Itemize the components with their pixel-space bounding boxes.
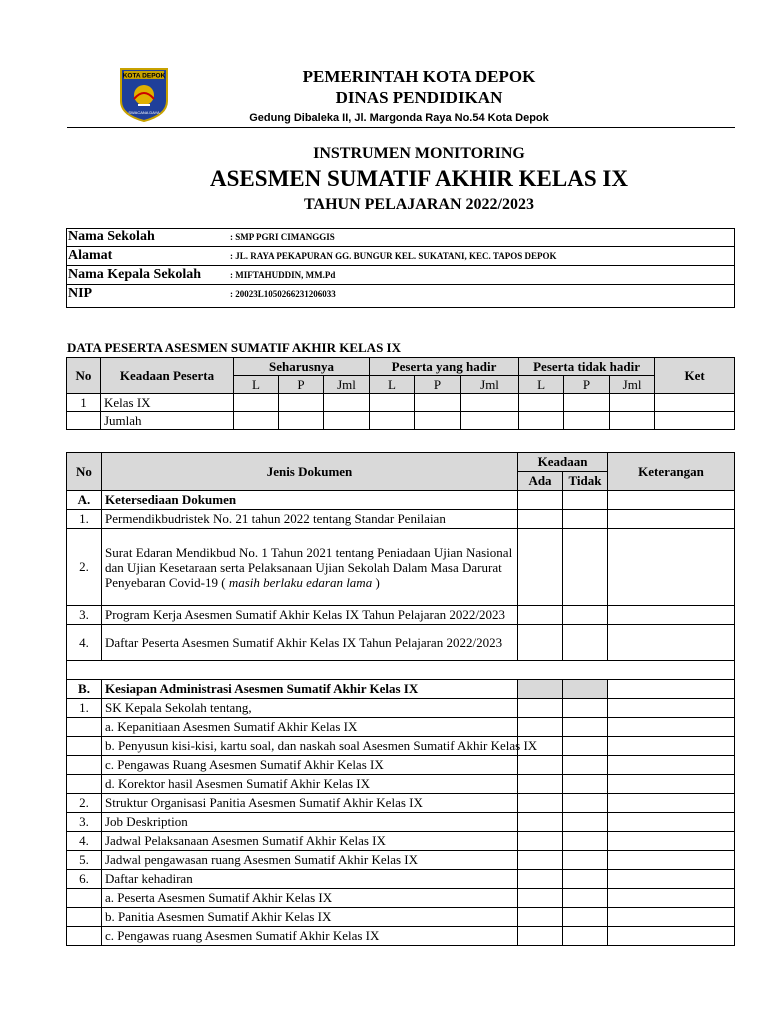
- item-text: c. Pengawas ruang Asesmen Sumatif Akhir Kelas IX: [102, 927, 518, 946]
- col-l: L: [234, 376, 279, 394]
- item-no: [67, 775, 102, 794]
- item-text: Jadwal Pelaksanaan Asesmen Sumatif Akhir Kelas IX: [102, 832, 518, 851]
- info-row: [66, 247, 734, 266]
- table-row: [67, 889, 735, 908]
- col-l: L: [519, 376, 564, 394]
- table-row: [67, 832, 735, 851]
- info-value: : MIFTAHUDDIN, MM.Pd: [230, 270, 336, 280]
- table-row: [67, 870, 735, 889]
- item-text: Daftar Peserta Asesmen Sumatif Akhir Kelas IX Tahun Pelajaran 2022/2023: [102, 625, 518, 661]
- col-no: No: [67, 453, 102, 491]
- col-p: P: [415, 376, 461, 394]
- peserta-table: [66, 357, 735, 430]
- col-keadaan: Keadaan: [518, 453, 608, 472]
- item-text: Job Deskription: [102, 813, 518, 832]
- table-row: [67, 737, 735, 756]
- info-row: [66, 285, 734, 304]
- table-row: [67, 412, 735, 430]
- row-label: Kelas IX: [101, 394, 234, 412]
- col-no: No: [67, 358, 101, 394]
- item-no: [67, 889, 102, 908]
- header-government: PEMERINTAH KOTA DEPOK: [302, 67, 536, 86]
- table-row: [67, 813, 735, 832]
- item-no: 2.: [67, 794, 102, 813]
- section-no: B.: [67, 680, 102, 699]
- table-row: [67, 625, 735, 661]
- info-value: : JL. RAYA PEKAPURAN GG. BUNGUR KEL. SUKATANI, KEC. TAPOS DEPOK: [230, 251, 557, 261]
- col-jml: Jml: [610, 376, 655, 394]
- col-seharusnya: Seharusnya: [234, 358, 370, 376]
- logo-text: KOTA DEPOK: [122, 72, 166, 80]
- item-no: 1.: [67, 510, 102, 529]
- logo-motto: SWACANA DAYA: [128, 110, 160, 115]
- item-text: a. Kepanitiaan Asesmen Sumatif Akhir Kelas IX: [102, 718, 518, 737]
- table-row: [67, 718, 735, 737]
- item-no: [67, 927, 102, 946]
- col-p: P: [564, 376, 610, 394]
- item-text: b. Panitia Asesmen Sumatif Akhir Kelas IX: [102, 908, 518, 927]
- info-value: : SMP PGRI CIMANGGIS: [230, 232, 335, 242]
- item-no: 1.: [67, 699, 102, 718]
- table-row: [67, 908, 735, 927]
- table-row: [67, 699, 735, 718]
- item-text: Program Kerja Asesmen Sumatif Akhir Kelas IX Tahun Pelajaran 2022/2023: [102, 606, 518, 625]
- section-row: [67, 680, 735, 699]
- item-text: a. Peserta Asesmen Sumatif Akhir Kelas IX: [102, 889, 518, 908]
- section-title: Ketersediaan Dokumen: [102, 491, 518, 510]
- item-no: [67, 737, 102, 756]
- item-no: 4.: [67, 625, 102, 661]
- table-row: [67, 756, 735, 775]
- section-row: [67, 491, 735, 510]
- school-info-table: [66, 228, 734, 303]
- item-text: Daftar kehadiran: [102, 870, 518, 889]
- doc-title-1: INSTRUMEN MONITORING: [313, 145, 525, 162]
- item-no: [67, 718, 102, 737]
- info-row: [66, 228, 734, 247]
- col-ket: Ket: [655, 358, 735, 394]
- info-label: Nama Sekolah: [68, 229, 155, 244]
- table-row: [67, 775, 735, 794]
- header-divider: [67, 127, 735, 128]
- item-no: 3.: [67, 606, 102, 625]
- item-text: Permendikbudristek No. 21 tahun 2022 tentang Standar Penilaian: [102, 510, 518, 529]
- item-no: 6.: [67, 870, 102, 889]
- item-text: SK Kepala Sekolah tentang,: [102, 699, 518, 718]
- doc-title-3: TAHUN PELAJARAN 2022/2023: [304, 196, 534, 213]
- doc-title-2: ASESMEN SUMATIF AKHIR KELAS IX: [210, 166, 628, 191]
- item-no: [67, 756, 102, 775]
- table-row: [67, 510, 735, 529]
- col-tidak-hadir: Peserta tidak hadir: [519, 358, 655, 376]
- section-no: A.: [67, 491, 102, 510]
- peserta-section-title: DATA PESERTA ASESMEN SUMATIF AKHIR KELAS IX: [67, 340, 402, 355]
- table-row: [67, 394, 735, 412]
- document-table: [66, 452, 735, 946]
- item-text: c. Pengawas Ruang Asesmen Sumatif Akhir Kelas IX: [102, 756, 518, 775]
- item-no: [67, 908, 102, 927]
- col-jenis: Jenis Dokumen: [102, 453, 518, 491]
- item-text: Struktur Organisasi Panitia Asesmen Sumatif Akhir Kelas IX: [102, 794, 518, 813]
- item-text: b. Penyusun kisi-kisi, kartu soal, dan naskah soal Asesmen Sumatif Akhir Kelas IX: [102, 737, 518, 756]
- item-text: Jadwal pengawasan ruang Asesmen Sumatif Akhir Kelas IX: [102, 851, 518, 870]
- col-tidak: Tidak: [563, 472, 608, 491]
- table-row: [67, 606, 735, 625]
- table-row: [67, 529, 735, 606]
- col-keadaan: Keadaan Peserta: [101, 358, 234, 394]
- item-text: d. Korektor hasil Asesmen Sumatif Akhir Kelas IX: [102, 775, 518, 794]
- col-jml: Jml: [324, 376, 370, 394]
- table-row: [67, 851, 735, 870]
- item-text: Surat Edaran Mendikbud No. 1 Tahun 2021 tentang Peniadaan Ujian Nasional dan Ujian Kesetaraan serta Pelaksanaan Ujian Sekolah Dalam Masa Darurat Penyebaran Covid-19 ( masih berlaku edaran lama ): [102, 529, 518, 606]
- info-label: Alamat: [68, 248, 113, 263]
- info-row: [66, 266, 734, 285]
- table-row: [67, 927, 735, 946]
- row-label: Jumlah: [101, 412, 234, 430]
- col-p: P: [279, 376, 324, 394]
- header-department: DINAS PENDIDIKAN: [335, 88, 503, 107]
- col-l: L: [370, 376, 415, 394]
- section-title: Kesiapan Administrasi Asesmen Sumatif Akhir Kelas IX: [102, 680, 518, 699]
- info-label: Nama Kepala Sekolah: [68, 267, 202, 282]
- info-label: NIP: [68, 286, 93, 301]
- col-jml: Jml: [461, 376, 519, 394]
- info-value: : 20023L1050266231206033: [230, 289, 336, 299]
- col-keterangan: Keterangan: [608, 453, 735, 491]
- item-no: 4.: [67, 832, 102, 851]
- table-row: [67, 794, 735, 813]
- row-no: [67, 412, 101, 430]
- col-hadir: Peserta yang hadir: [370, 358, 519, 376]
- item-no: 2.: [67, 529, 102, 606]
- item-no: 5.: [67, 851, 102, 870]
- header-address: Gedung Dibaleka II, Jl. Margonda Raya No.54 Kota Depok: [249, 112, 549, 124]
- row-no: 1: [67, 394, 101, 412]
- col-ada: Ada: [518, 472, 563, 491]
- item-no: 3.: [67, 813, 102, 832]
